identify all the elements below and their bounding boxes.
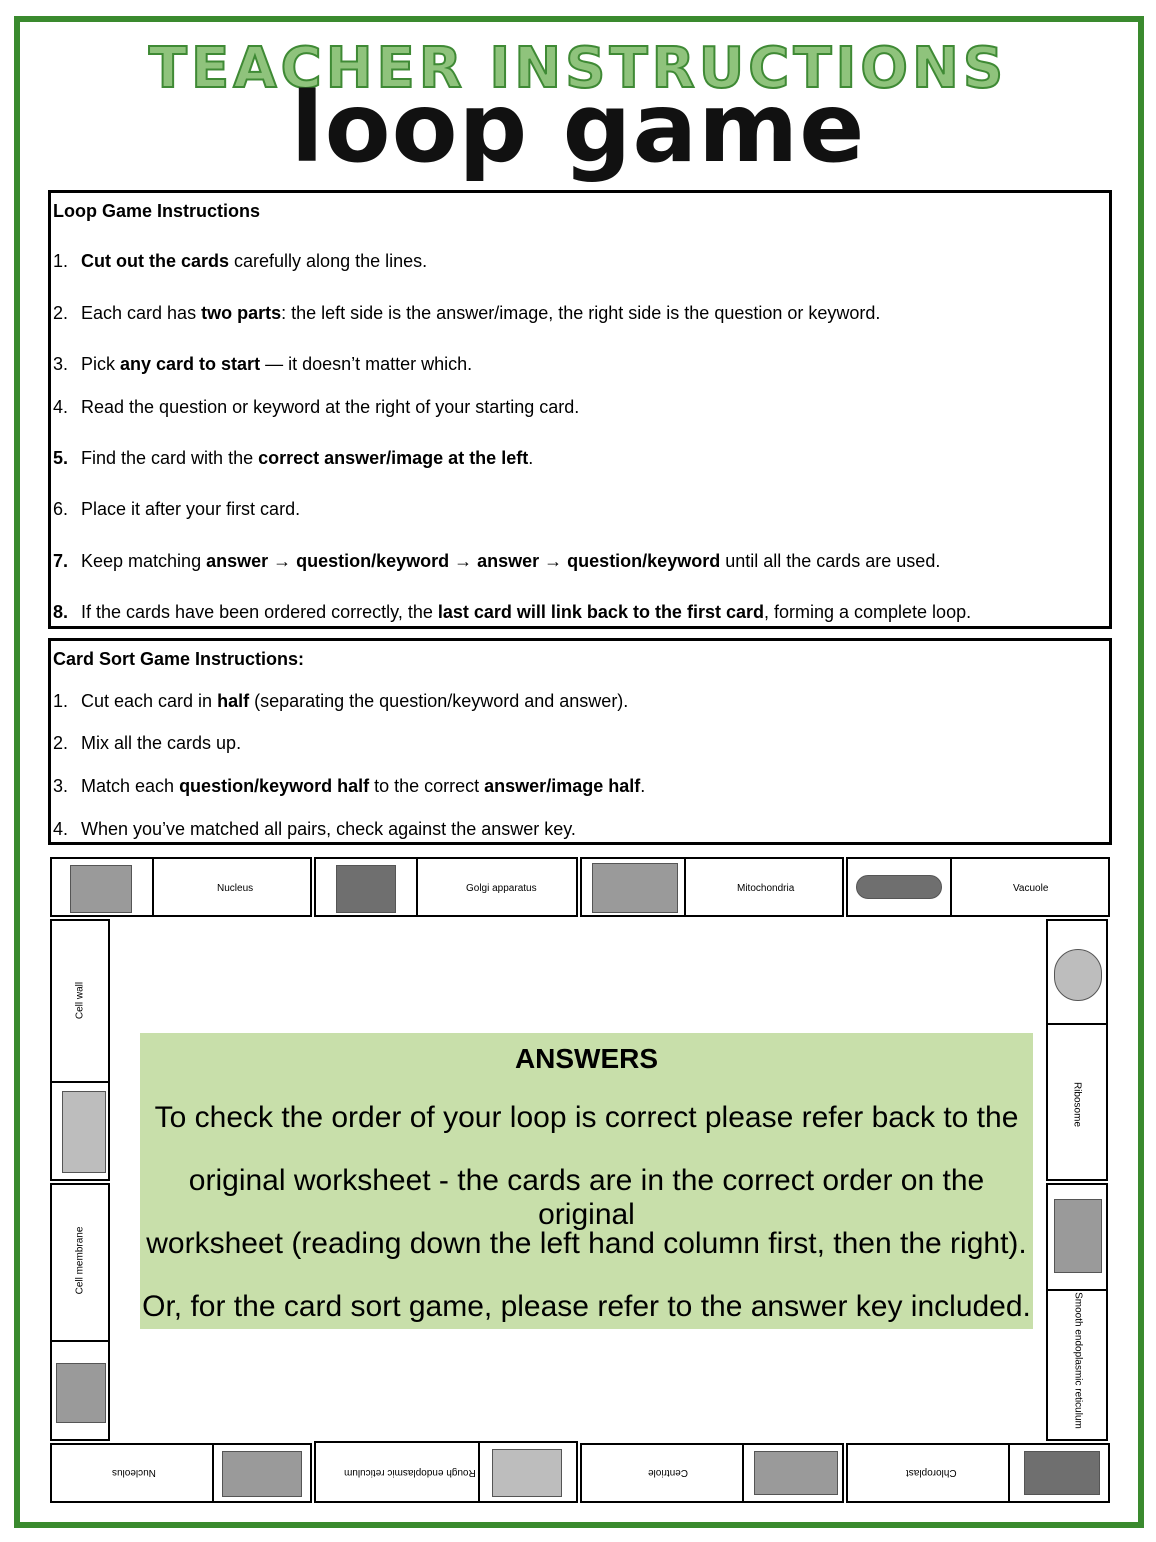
text: Find the card with the	[81, 448, 259, 468]
card-sort-instruction-1	[53, 691, 628, 712]
card-bottom-3	[580, 1443, 844, 1503]
text: .	[528, 448, 534, 468]
card-label: Ribosome	[1071, 1081, 1083, 1128]
card-bottom-2	[314, 1441, 578, 1503]
bold-text: question/keyword half	[179, 776, 370, 796]
card-label: Centriole	[648, 1467, 689, 1478]
answers-line-3: worksheet (reading down the left hand column first, then the right).	[146, 1227, 1027, 1260]
loop-instruction-1	[53, 251, 427, 272]
text: Place it after your first card.	[81, 499, 301, 519]
card-label: Cell membrane	[74, 1226, 86, 1295]
card-label: Chloroplast	[906, 1467, 957, 1478]
card-right-1	[1046, 919, 1108, 1181]
item-number: 4.	[53, 397, 69, 417]
card-bottom-1	[50, 1443, 312, 1503]
text: , forming a complete loop.	[763, 602, 972, 622]
card-left-1	[50, 919, 110, 1181]
answers-panel	[140, 1033, 1033, 1329]
bold-text: answer/image half	[484, 776, 641, 796]
card-label: Rough endoplasmic reticulum	[344, 1467, 476, 1478]
smooth-er-image	[1054, 1199, 1102, 1273]
text: Read the question or keyword at the right of your starting card.	[81, 397, 580, 417]
loop-instruction-7	[53, 551, 940, 572]
text: carefully along the lines.	[229, 251, 428, 271]
card-label: Golgi apparatus	[466, 883, 537, 894]
text: (separating the question/keyword and answer).	[249, 691, 629, 711]
item-number: 8.	[53, 602, 69, 622]
vacuole-image	[856, 875, 942, 899]
loop-instruction-5	[53, 448, 533, 469]
ribosome-image	[1054, 949, 1102, 1001]
card-sort-heading: Card Sort Game Instructions:	[53, 649, 305, 669]
card-left-2	[50, 1183, 110, 1441]
text: Pick	[81, 354, 121, 374]
item-number: 1.	[53, 691, 69, 711]
item-number: 2.	[53, 733, 69, 753]
card-top-1	[50, 857, 312, 917]
card-label: Mitochondria	[737, 883, 795, 894]
item-number: 3.	[53, 354, 69, 374]
card-sort-instruction-3	[53, 776, 645, 797]
item-number: 3.	[53, 776, 69, 796]
loop-instructions-box	[48, 190, 1112, 629]
mitochondria-image	[592, 863, 678, 913]
card-top-2	[314, 857, 578, 917]
text: : the left side is the answer/image, the right side is the question or keyword.	[281, 303, 881, 323]
golgi-image	[336, 865, 396, 913]
nucleolus-image	[222, 1451, 302, 1497]
card-label: Nucleus	[217, 883, 254, 894]
text: — it doesn’t matter which.	[260, 354, 473, 374]
cell-image	[70, 865, 132, 913]
loop-instruction-8	[53, 602, 971, 623]
card-top-3	[580, 857, 844, 917]
card-label: Smooth endoplasmic reticulum	[1072, 1292, 1084, 1429]
text: Match each	[81, 776, 180, 796]
card-right-2	[1046, 1183, 1108, 1441]
text: Each card has	[81, 303, 202, 323]
answers-line-1: To check the order of your loop is correct please refer back to the	[154, 1101, 1019, 1134]
text: Mix all the cards up.	[81, 733, 242, 753]
item-number: 6.	[53, 499, 69, 519]
bold-text: half	[217, 691, 250, 711]
text: until all the cards are used.	[720, 551, 941, 571]
page-title: TEACHER INSTRUCTIONS	[148, 36, 1008, 101]
loop-instruction-3	[53, 354, 472, 375]
card-label: Cell wall	[74, 981, 86, 1020]
loop-instruction-4	[53, 397, 579, 418]
item-number: 5.	[53, 448, 69, 468]
card-sort-instruction-2	[53, 733, 241, 754]
card-label: Vacuole	[1013, 883, 1049, 894]
text: If the cards have been ordered correctly, the	[81, 602, 438, 622]
text: to the correct	[369, 776, 485, 796]
answers-line-2: original worksheet - the cards are in the correct order on the original	[188, 1164, 985, 1231]
page-subtitle: loop game	[290, 72, 866, 184]
card-top-4	[846, 857, 1110, 917]
card-bottom-4	[846, 1443, 1110, 1503]
card-label: Nucleolus	[112, 1467, 156, 1478]
answers-line-4: Or, for the card sort game, please refer to the answer key included.	[142, 1290, 1031, 1323]
text: .	[640, 776, 646, 796]
chloroplast-image	[1024, 1451, 1100, 1495]
item-number: 4.	[53, 819, 69, 839]
text: When you’ve matched all pairs, check against the answer key.	[81, 819, 576, 839]
item-number: 7.	[53, 551, 69, 571]
bold-text: Cut out the cards	[81, 251, 230, 271]
bold-text: any card to start	[120, 354, 261, 374]
bold-text: last card will link back to the first card	[437, 602, 764, 622]
rough-er-image	[492, 1449, 562, 1497]
cell-wall-image	[62, 1091, 106, 1173]
text: Keep matching	[81, 551, 207, 571]
item-number: 1.	[53, 251, 69, 271]
centriole-image	[754, 1451, 838, 1495]
answers-heading: ANSWERS	[514, 1043, 659, 1074]
loop-instructions-heading: Loop Game Instructions	[53, 201, 261, 221]
loop-instruction-2	[53, 303, 880, 324]
loop-instruction-6	[53, 499, 300, 520]
text: Cut each card in	[81, 691, 218, 711]
bold-text: two parts	[201, 303, 282, 323]
card-sort-instruction-4	[53, 819, 576, 840]
item-number: 2.	[53, 303, 69, 323]
cell-membrane-image	[56, 1363, 106, 1423]
card-sort-instructions-box	[48, 638, 1112, 845]
bold-text: answer → question/keyword → answer → question/keyword	[206, 551, 721, 571]
bold-text: correct answer/image at the left	[258, 448, 529, 468]
